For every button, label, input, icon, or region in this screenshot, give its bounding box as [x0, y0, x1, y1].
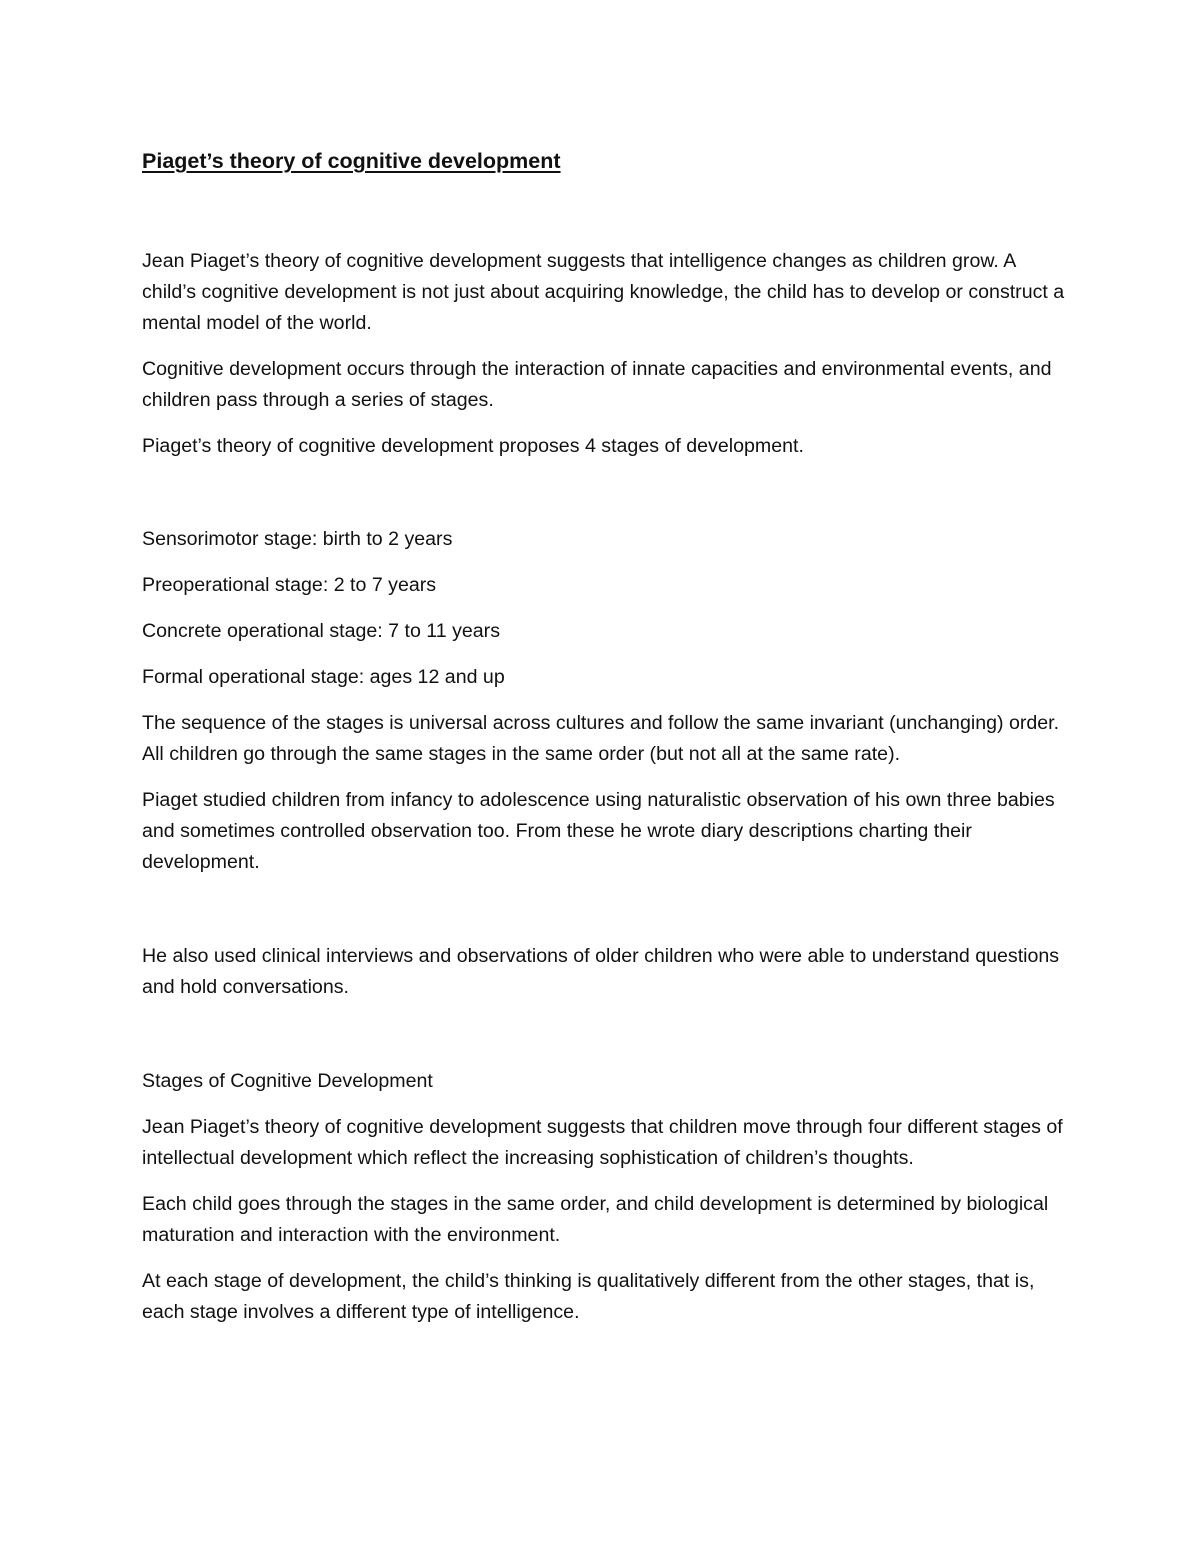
paragraph-stages-intro: Jean Piaget’s theory of cognitive development suggests that children move through four different stages of intellectual development which reflect the increasing sophistication of children’s thoughts. [142, 1116, 1063, 1169]
paragraph-interaction: Cognitive development occurs through the interaction of innate capacities and environmental events, and children pass through a series of stages. [142, 358, 1052, 411]
spacer [142, 647, 1072, 662]
paragraph-clinical-interviews: He also used clinical interviews and observations of older children who were able to understand questions and hold conversations. [142, 945, 1060, 998]
spacer [142, 462, 1072, 524]
spacer [142, 1174, 1072, 1189]
document-body [142, 146, 1072, 1328]
paragraph-sequence: The sequence of the stages is universal across cultures and follow the same invariant (unchanging) order. All children go through the same stages in the same order (but not all at the same rate). [142, 712, 1060, 765]
spacer [142, 1003, 1072, 1066]
paragraph-four-stages: Piaget’s theory of cognitive development proposes 4 stages of development. [142, 435, 804, 457]
document-title: Piaget’s theory of cognitive development [142, 149, 561, 173]
spacer [142, 770, 1072, 785]
spacer [142, 555, 1072, 570]
stage-sensorimotor: Sensorimotor stage: birth to 2 years [142, 528, 453, 550]
paragraph-same-order: Each child goes through the stages in the same order, and child development is determined by biological maturation and interaction with the environment. [142, 1193, 1049, 1246]
stage-formal-operational: Formal operational stage: ages 12 and up [142, 666, 505, 688]
spacer [142, 693, 1072, 708]
spacer [142, 1097, 1072, 1112]
stage-preoperational: Preoperational stage: 2 to 7 years [142, 574, 437, 596]
stage-concrete-operational: Concrete operational stage: 7 to 11 years [142, 620, 500, 642]
paragraph-qualitative-difference: At each stage of development, the child’s thinking is qualitatively different from the other stages, that is, each stage involves a different type of intelligence. [142, 1270, 1035, 1323]
spacer [142, 416, 1072, 431]
spacer [142, 1251, 1072, 1266]
paragraph-intro: Jean Piaget’s theory of cognitive development suggests that intelligence changes as children grow. A child’s cognitive development is not just about acquiring knowledge, the child has to develop or construct a mental model of the world. [142, 250, 1065, 334]
paragraph-observation: Piaget studied children from infancy to adolescence using naturalistic observation of his own three babies and sometimes controlled observation too. From these he wrote diary descriptions charting their development. [142, 789, 1055, 873]
spacer [142, 878, 1072, 941]
spacer [142, 176, 1072, 246]
spacer [142, 601, 1072, 616]
spacer [142, 339, 1072, 354]
section-heading-stages: Stages of Cognitive Development [142, 1070, 433, 1092]
